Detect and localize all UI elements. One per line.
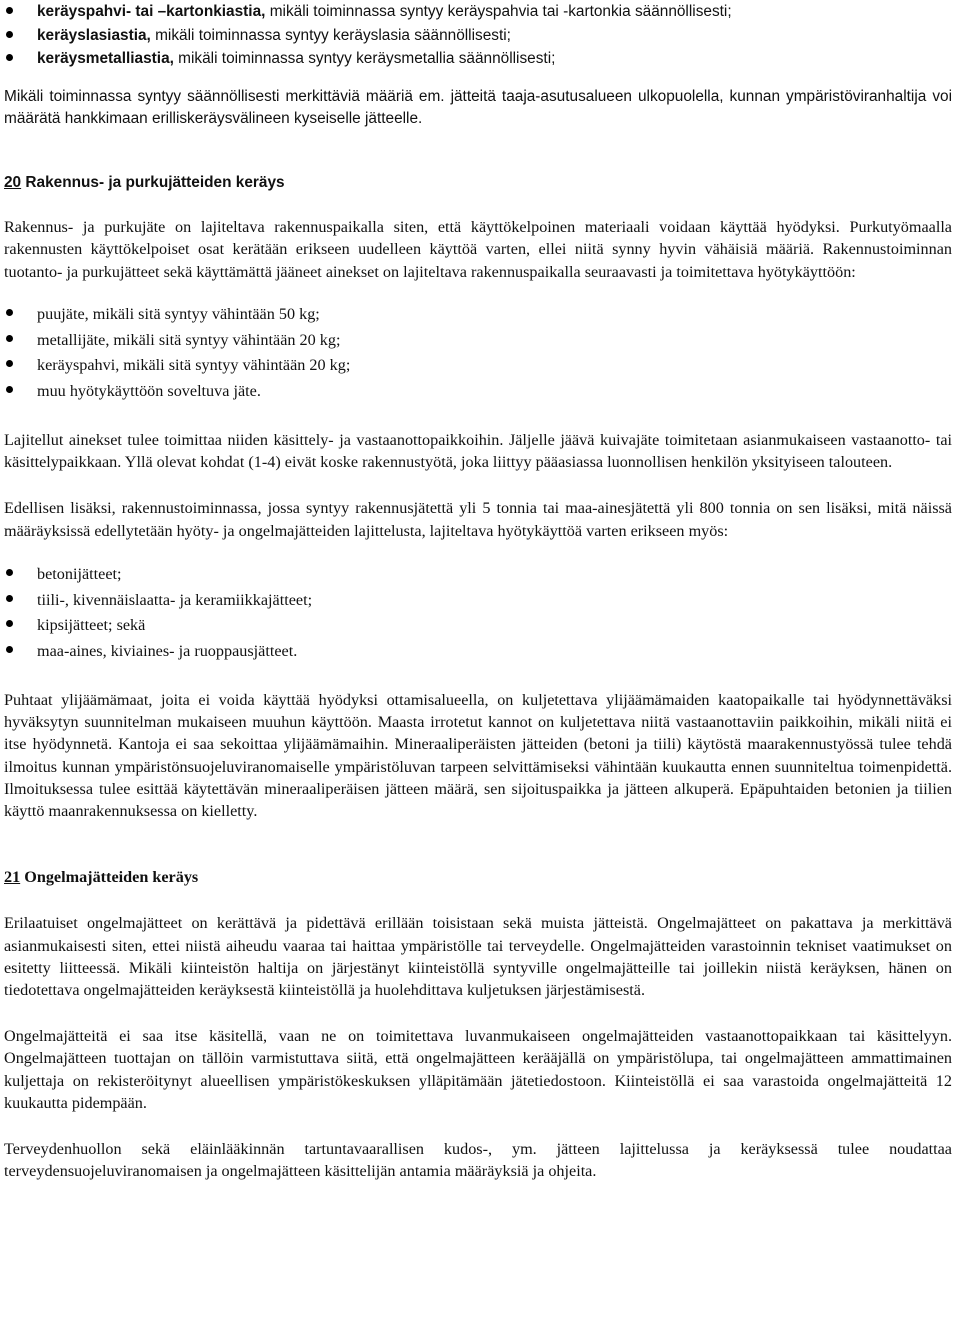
bullet-icon xyxy=(6,31,13,38)
bullet-icon xyxy=(6,309,13,316)
section-20-paragraph-4: Puhtaat ylijäämämaat, joita ei voida käyttää hyödyksi ottamisalueella, on kuljetettava ylijäämämaiden kaatopaikalle tai hyödynnettäväksi hyväksytyn suunnitelman mukaiseen muuhun käyttöön. Maasta irrotetut kannot on kuljetettava niitä vastaanottaviin paikkoihin, mikäli niitä ei itse hyödynnetä. Kantoja ei saa sekoittaa ylijäämämaihin. Mineraaliperäisten jätteiden (betoni ja tiili) käytöstä maarakennustyössä tulee tehdä ilmoitus kunnan ympäristönsuojeluviranomaiselle ympäristöluvan tarpeen selvittämiseksi vähintään kuukautta ennen suunniteltua toimenpidettä. Ilmoituksessa tulee esittää käytettävän mineraaliperäisen jätteen määrä, sen sijoituspaikka ja jätteen alkuperä. Epäpuhtaiden betonien ja tiilien käyttö maanrakennuksessa on kielletty. xyxy=(4,690,952,820)
list-item: keräysmetalliastia, mikäli toiminnassa syntyy keräysmetallia säännöllisesti; xyxy=(4,47,952,71)
list-item: betonijätteet; xyxy=(4,562,952,588)
bullet-icon xyxy=(6,595,13,602)
section-20-paragraph-1: Rakennus- ja purkujäte on lajiteltava rakennuspaikalla siten, että käyttökelpoinen materiaali voidaan käyttää hyödyksi. Purkutyömaalla rakennusten käyttökelpoiset osat kerätään erikseen uudelleen käyttöä varten, ellei niitä synny hyvin vähäisiä määriä. Rakennustoiminnan tuotanto- ja purkujätteet sekä käyttämättä jääneet ainekset on lajiteltava rakennuspaikalla seuraavasti ja toimitettava hyötykäyttöön: xyxy=(4,218,952,281)
list-item: kipsijätteet; sekä xyxy=(4,613,952,639)
list-item: puujäte, mikäli sitä syntyy vähintään 50 kg; xyxy=(4,302,952,328)
section-20-paragraph-2: Lajitellut ainekset tulee toimittaa niiden käsittely- ja vastaanottopaikkoihin. Jäljelle jäävä kuivajäte toimitetaan asianmukaiseen vastaanotto- tai käsittelypaikkaan. Yllä olevat kohdat (1-4) eivät koske rakennustyötä, joka liittyy pääasiassa luonnollisen henkilön yksityiseen talouteen. xyxy=(4,430,952,472)
list-item: tiili-, kivennäislaatta- ja keramiikkajätteet; xyxy=(4,588,952,614)
bullet-icon xyxy=(6,54,13,61)
list-item: metallijäte, mikäli sitä syntyy vähintään 20 kg; xyxy=(4,328,952,354)
section-20-heading: 20 Rakennus- ja purkujätteiden keräys xyxy=(4,173,285,191)
sorting-list-1 xyxy=(4,302,952,405)
sorting-list-2 xyxy=(4,562,952,665)
list-item: keräyslasiastia, mikäli toiminnassa syntyy keräyslasia säännöllisesti; xyxy=(4,24,952,48)
bullet-icon xyxy=(6,7,13,14)
waste-container-list xyxy=(4,0,952,71)
bullet-icon xyxy=(6,360,13,367)
section-21-paragraph-1: Erilaatuiset ongelmajätteet on kerättävä ja pidettävä erillään toisistaan sekä muista jätteistä. Ongelmajätteet on pakattava ja merkittävä asianmukaisesti siten, ettei niistä aiheudu vaaraa tai haittaa ympäristölle tai terveydelle. Ongelmajätteiden varastoinnin tekniset vaatimukset on esitetty liitteessä. Mikäli kiinteistön haltija on järjestänyt kiinteistöllä syntyville ongelmajätteille tai joillekin niistä keräyksen, hänen on tiedotettava ongelmajätteiden keräyksestä kiinteistöllä ja huolehdittava kuljetuksen järjestämisestä. xyxy=(4,914,952,999)
bullet-icon xyxy=(6,386,13,393)
list-item: keräyspahvi, mikäli sitä syntyy vähintään 20 kg; xyxy=(4,353,952,379)
section-21-heading: 21 Ongelmajätteiden keräys xyxy=(4,868,199,887)
list-item: maa-aines, kiviaines- ja ruoppausjätteet. xyxy=(4,639,952,665)
bullet-icon xyxy=(6,335,13,342)
list-item: keräyspahvi- tai –kartonkiastia, mikäli toiminnassa syntyy keräyspahvia tai -kartonkia säännöllisesti; xyxy=(4,0,952,24)
bullet-icon xyxy=(6,620,13,627)
list-item: muu hyötykäyttöön soveltuva jäte. xyxy=(4,379,952,405)
intro-paragraph: Mikäli toiminnassa syntyy säännöllisesti merkittäviä määriä em. jätteitä taaja-asutusalueen ulkopuolella, kunnan ympäristöviranhaltija voi määrätä hankkimaan erilliskeräysvälineen kyseiselle jätteelle. xyxy=(4,87,952,127)
section-21-paragraph-3: Terveydenhuollon sekä eläinlääkinnän tartuntavaarallisen kudos-, ym. jätteen lajittelussa ja keräyksessä tulee noudattaa terveydensuojeluviranomaisen ja ongelmajätteen käsittelijän antamia määräyksiä ja ohjeita. xyxy=(4,1139,952,1181)
bullet-icon xyxy=(6,646,13,653)
bullet-icon xyxy=(6,569,13,576)
section-20-paragraph-3: Edellisen lisäksi, rakennustoiminnassa, jossa syntyy rakennusjätettä yli 5 tonnia tai maa-ainesjätettä yli 800 tonnia on sen lisäksi, mitä näissä määräyksissä edellytetään hyöty- ja ongelmajätteiden lajittelusta, lajiteltava hyötykäyttöä varten erikseen myös: xyxy=(4,499,952,540)
section-21-paragraph-2: Ongelmajätteitä ei saa itse käsitellä, vaan ne on toimitettava luvanmukaiseen ongelmajätteiden vastaanottopaikkaan tai käsittelyyn. Ongelmajätteen tuottajan on tällöin varmistuttava siitä, että ongelmajätteen kerääjällä on ympäristölupa, tai ongelmajätteen ammattimainen kuljettaja on rekisteröitynyt alueellisen ympäristökeskuksen ylläpitämään jätetiedostoon. Kiinteistöllä ei saa varastoida ongelmajätteitä 12 kuukautta pidempään. xyxy=(4,1027,952,1112)
